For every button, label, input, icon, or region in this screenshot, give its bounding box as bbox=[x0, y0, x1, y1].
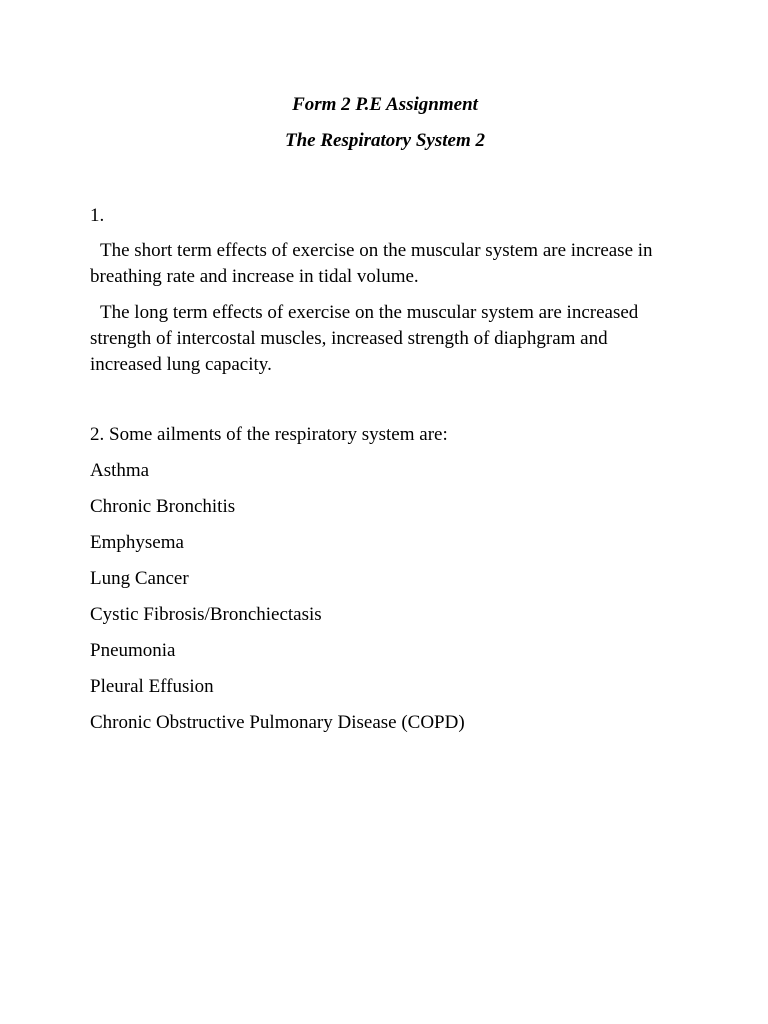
document-page bbox=[90, 92, 680, 736]
list-item: Chronic Obstructive Pulmonary Disease (COPD) bbox=[90, 712, 465, 733]
long-term-effects-paragraph: The long term effects of exercise on the muscular system are increased strength of intercostal muscles, increased strength of diaphgram and increased lung capacity. bbox=[90, 302, 639, 375]
question-1-number: 1. bbox=[90, 205, 105, 226]
document-title: Form 2 P.E Assignment bbox=[292, 94, 478, 115]
ailments-list bbox=[90, 458, 680, 736]
list-item: Pneumonia bbox=[90, 640, 176, 661]
list-item: Chronic Bronchitis bbox=[90, 496, 236, 517]
list-item: Lung Cancer bbox=[90, 568, 189, 589]
document-subtitle: The Respiratory System 2 bbox=[284, 130, 486, 151]
list-item: Asthma bbox=[90, 460, 150, 481]
list-item: Emphysema bbox=[90, 532, 184, 553]
list-item: Cystic Fibrosis/Bronchiectasis bbox=[90, 604, 322, 625]
question-2-intro: 2. Some ailments of the respiratory system are: bbox=[90, 424, 448, 445]
short-term-effects-paragraph: The short term effects of exercise on the muscular system are increase in breathing rate and increase in tidal volume. bbox=[90, 240, 653, 287]
list-item: Pleural Effusion bbox=[90, 676, 214, 697]
